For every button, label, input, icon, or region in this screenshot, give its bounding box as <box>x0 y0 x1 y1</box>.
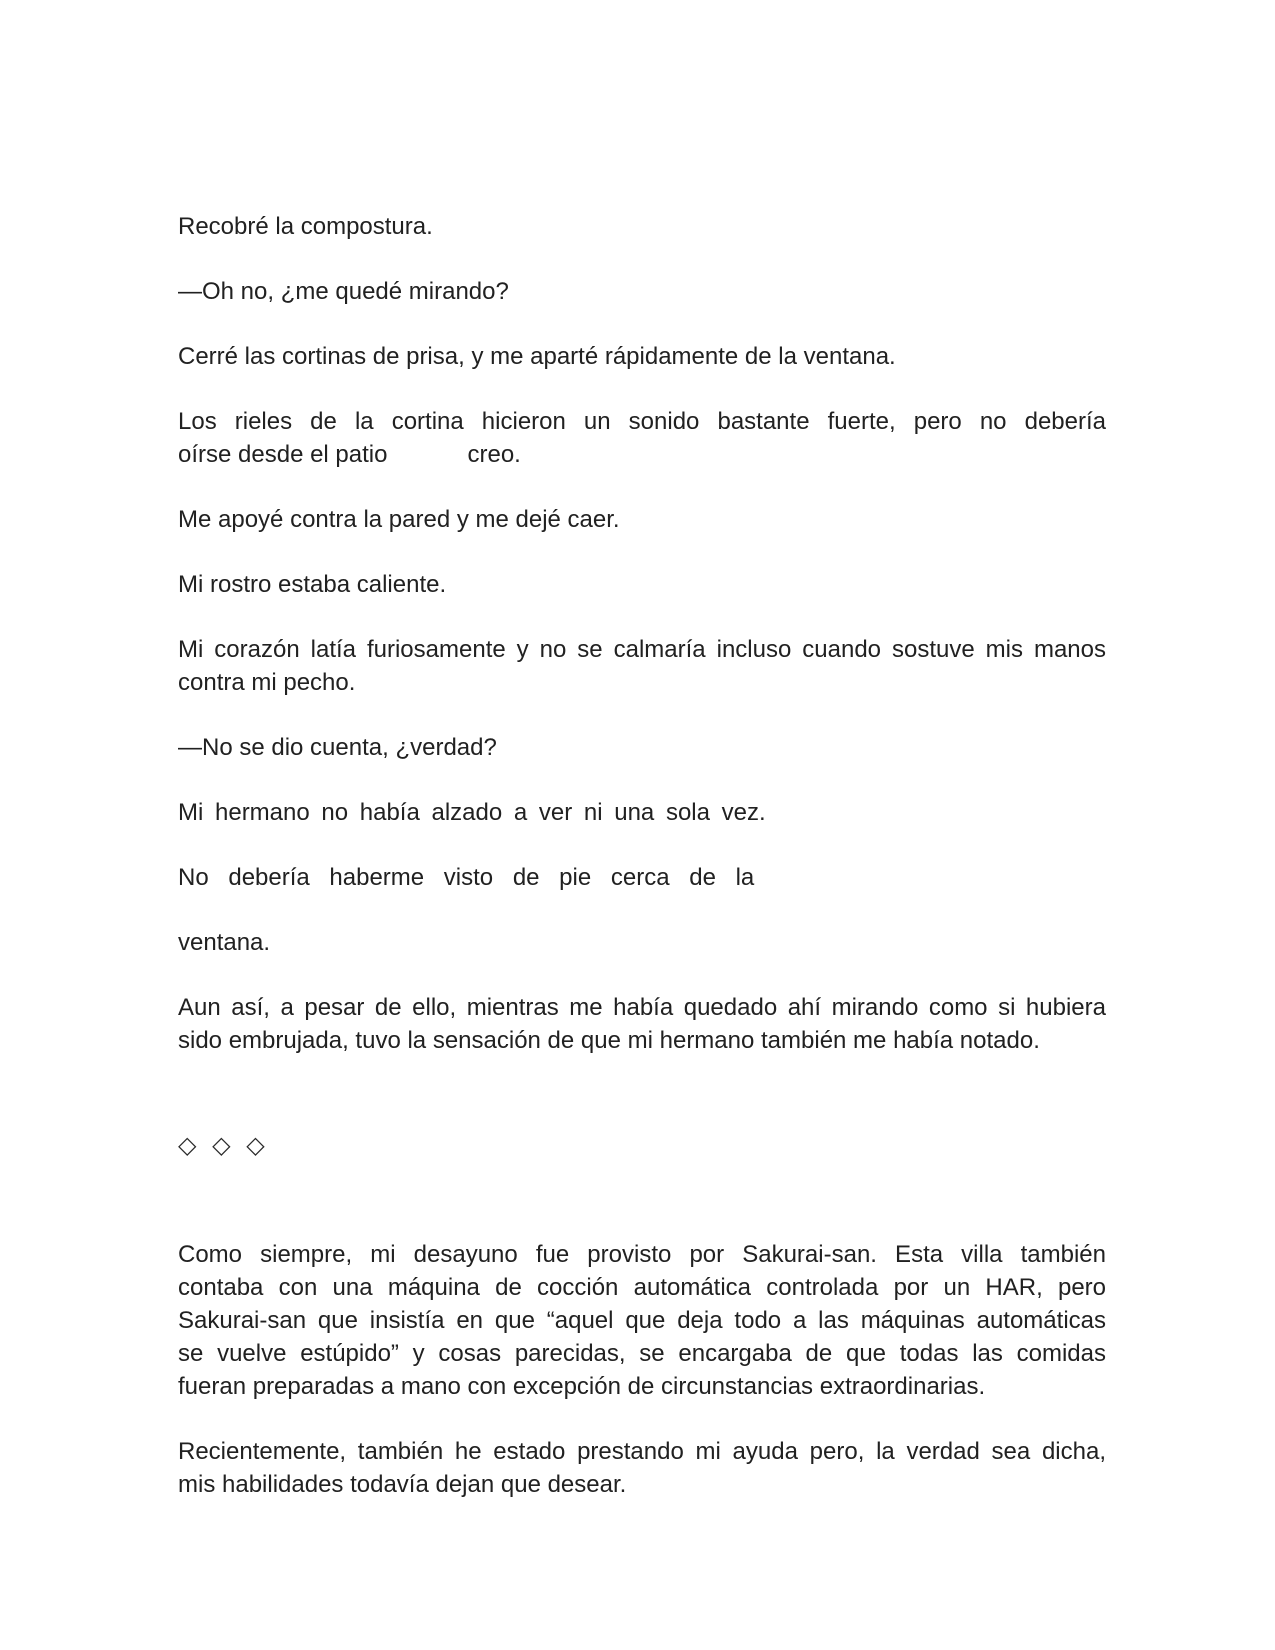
text-line: —Oh no, ¿me quedé mirando? <box>178 278 509 305</box>
paragraph <box>178 275 1106 308</box>
text-line: Los rieles de la cortina hicieron un sonido bastante fuerte, pero no debería <box>178 408 1106 435</box>
paragraph <box>178 633 1106 699</box>
paragraph <box>178 568 1106 601</box>
text-line: Mi corazón latía furiosamente y no se calmaría incluso cuando sostuve mis manos <box>178 636 1106 663</box>
separator-diamonds: ◇ ◇ ◇ <box>178 1132 265 1159</box>
paragraph <box>178 1238 1106 1403</box>
paragraph <box>178 991 1106 1057</box>
text-line: mis habilidades todavía dejan que desear. <box>178 1471 627 1498</box>
text-line: Cerré las cortinas de prisa, y me aparté rápidamente de la ventana. <box>178 343 896 370</box>
text-line: se vuelve estúpido” y cosas parecidas, se encargaba de que todas las comidas <box>178 1340 1106 1367</box>
paragraph <box>178 926 1106 959</box>
text-line: contra mi pecho. <box>178 669 356 696</box>
text-line: Mi hermano no había alzado a ver ni una sola vez. <box>178 799 766 826</box>
text-line: No debería haberme visto de pie cerca de la <box>178 864 755 891</box>
text-line: Recientemente, también he estado prestando mi ayuda pero, la verdad sea dicha, <box>178 1438 1106 1465</box>
paragraph <box>178 731 1106 764</box>
paragraph <box>178 405 1106 471</box>
text-line: Mi rostro estaba caliente. <box>178 571 447 598</box>
paragraph <box>178 210 1106 243</box>
paragraph <box>178 796 1106 829</box>
text-line: —No se dio cuenta, ¿verdad? <box>178 734 497 761</box>
paragraph <box>178 1435 1106 1501</box>
section-separator <box>178 1129 1106 1162</box>
text-line: Aun así, a pesar de ello, mientras me había quedado ahí mirando como si hubiera <box>178 994 1106 1021</box>
text-line: oírse desde el patio creo. <box>178 441 521 468</box>
paragraph <box>178 340 1106 373</box>
text-line: ventana. <box>178 929 271 956</box>
text-line: Recobré la compostura. <box>178 213 433 240</box>
text-line: fueran preparadas a mano con excepción de circunstancias extraordinarias. <box>178 1373 986 1400</box>
text-line: sido embrujada, tuvo la sensación de que mi hermano también me había notado. <box>178 1027 1040 1054</box>
paragraph <box>178 861 1106 894</box>
paragraph <box>178 503 1106 536</box>
text-line: Como siempre, mi desayuno fue provisto por Sakurai-san. Esta villa también <box>178 1241 1106 1268</box>
text-line: Me apoyé contra la pared y me dejé caer. <box>178 506 620 533</box>
text-line: contaba con una máquina de cocción automática controlada por un HAR, pero <box>178 1274 1106 1301</box>
text-line: Sakurai-san que insistía en que “aquel que deja todo a las máquinas automáticas <box>178 1307 1106 1334</box>
page-text-content <box>178 210 1106 1533</box>
